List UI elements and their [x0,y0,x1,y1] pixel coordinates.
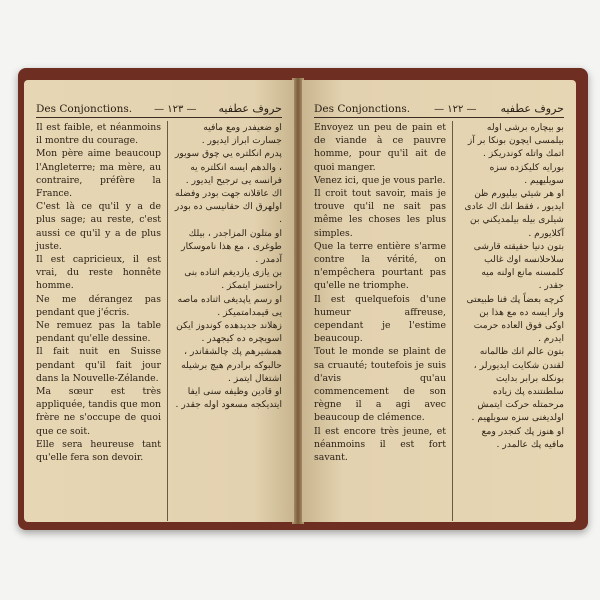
right-page-header [314,102,564,118]
french-sentence: Que la terre entière s'arme contre la vérité, on n'empêchera pourtant pas qu'elle ne triomphe. [314,240,446,292]
ottoman-sentence: پدرم انكلتره يي چوق سويور ، والدهم ايسه انكلتره يه فرانسه يى ترجيح ايديور . [174,148,282,186]
left-page-body [36,121,282,521]
french-sentence: Il croit tout savoir, mais je trouve qu'il ne sait pas même les choses les plus simples. [314,188,446,239]
french-sentence: Ne remuez pas la table pendant qu'elle dessine. [36,320,161,345]
right-page [302,80,576,522]
french-sentence: Il est encore très jeune, et néanmoins il est fort savant. [314,425,446,464]
right-page-title: Des Conjonctions. [314,103,411,115]
french-sentence: Mon père aime beaucoup l'Angleterre; ma mère, au contraire, préfère la France. [36,148,161,200]
ottoman-sentence: او متلون المزاجدر ، بيلك طوغرى ، مع هذا ناموسكار آدمدر . [181,227,282,266]
right-ottoman-column [459,121,564,521]
ottoman-sentence: بتون دنيا حقيقته قارشى سلاحلانسه اوك غالب كلمسنه مانع اولنه ميه جقدر . [473,240,564,292]
french-sentence: Envoyez un peu de pain et de viande à ce pauvre homme, pour qu'il ait de quoi manger. [314,122,446,173]
french-sentence: Ne me dérangez pas pendant que j'écris. [36,293,161,318]
french-sentence: C'est là ce qu'il y a de plus sage; au reste, c'est aussi ce qu'il y a de plus juste. [36,201,161,252]
column-divider [452,121,453,521]
french-sentence: Elle sera heureuse tant qu'elle fera son devoir. [36,438,161,464]
right-page-number: — ١٢٢ — [434,104,477,115]
left-french-column [36,121,161,521]
right-page-arabic-title: حروف عطفيه [500,102,564,115]
left-ottoman-column [174,121,282,521]
french-sentence: Ma sœur est très appliquée, tandis que mon frère ne s'occupe de quoi que ce soit. [36,386,161,437]
french-sentence: Il fait nuit en Suisse pendant qu'il fait jour dans la Nouvelle-Zélande. [36,346,161,384]
ottoman-sentence: بو بيچاره برشى اوله بيلمسى ايچون بونكا بر آز اتمك واتله كوندريكز . [467,122,564,160]
french-sentence: Il est capricieux, il est vrai, du reste honnête homme. [36,254,161,292]
french-sentence: Il est faible, et néanmoins il montre du courage. [36,122,161,147]
right-page-body [314,121,564,521]
ottoman-sentence: او قادين وظيفه سنى ايفا ايتديكجه مسعود اوله جقدر . [175,386,282,411]
left-page-title: Des Conjonctions. [36,103,133,115]
ottoman-sentence: او هر شيئي بيليورم ظن ايديور ، فقط انك اك عادى شيلرى بيله بيلمديكني بن آكلايورم . [464,188,564,239]
ottoman-sentence: بتون عالم انك ظالمانه لقندن شكايت ايديورلر ، بونكله برابر بدايت سلطنتنده پك زياده مرحمتله حركت ايتمش اولديغنى سزه سويلهيم . [471,346,564,424]
ottoman-sentence: بن يازى يازديغم اثناده بنى راحتسز ايتمكز . [184,267,282,292]
ottoman-sentence: او رسم ياپديغى اثناده ماصه يى قيمدامتميكز . [177,293,282,318]
left-page-arabic-title: حروف عطفيه [218,102,282,115]
french-sentence: Il est quelquefois d'une humeur affreuse, cependant je l'estime beaucoup. [314,293,446,345]
french-sentence: Tout le monde se plaint de sa cruauté; toutefois je suis d'avis qu'au commencement de son règne il a agi avec beaucoup de clémence. [314,346,446,424]
french-sentence: Venez ici, que je vous parle. [314,174,446,186]
left-page-header [36,102,282,118]
column-divider [167,121,168,521]
ottoman-sentence: او ضعيفدر ومع مافيه جسارت ابراز ايديور . [201,122,282,147]
ottoman-sentence: كرچه بعضاً پك فنا طبيعتى وار ايسه ده مع هذا بن اوكى فوق العاده حرمت ايدرم . [466,293,564,345]
ottoman-sentence: زهلاند جديدهده كوندوز ايكن اسويچره ده كيجهدر . [176,320,282,345]
left-page [24,80,294,522]
right-french-column [314,121,446,521]
ottoman-sentence: بورايه كليكزده سزه سويليهيم . [489,161,564,186]
ottoman-sentence: همشيرهم پك چالشقاندر ، حالبوكه برادرم هيچ برشيله اشتغال ايتمز . [181,346,282,384]
left-page-number: — ١٢٣ — [154,104,197,115]
ottoman-sentence: اك عاقلانه جهت بودر وفضله اولهرق اك حقانيسى ده بودر . [174,188,282,226]
ottoman-sentence: او هنوز پك كنجدر ومع مافيه پك عالمدر . [481,425,564,450]
